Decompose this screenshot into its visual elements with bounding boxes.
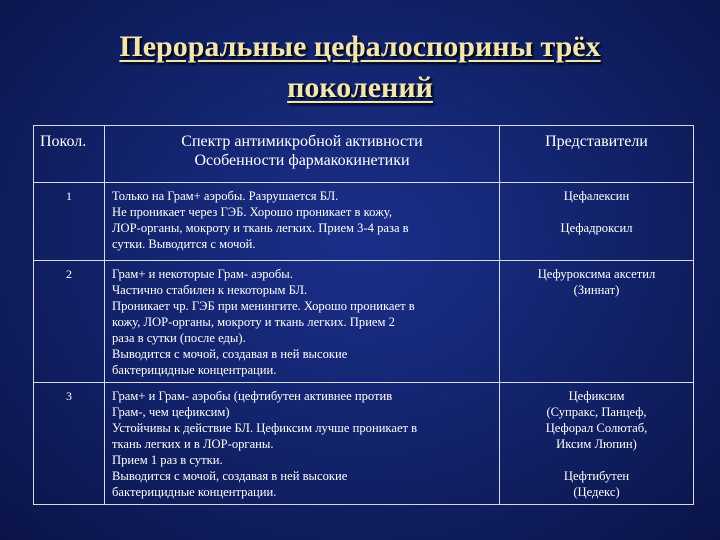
representative-name: Цефалексин [563, 189, 630, 203]
header-spectrum-line-2: Особенности фармакокинетики [194, 152, 410, 169]
representative-name: Цефиксим [568, 389, 625, 403]
description-line: раза в сутки (после еды). [112, 331, 246, 345]
representative-name: Цефорал Солютаб, [545, 421, 648, 435]
table-header-row [34, 126, 694, 183]
description-line: Грам-, чем цефиксим) [112, 405, 230, 419]
table-row [34, 183, 694, 261]
description-line: Прием 1 раз в сутки. [112, 453, 223, 467]
description-line: Только на Грам+ аэробы. Разрушается БЛ. [112, 189, 339, 203]
description-line: Грам+ и Грам- аэробы (цефтибутен активнее против [112, 389, 393, 403]
header-generation: Покол. [34, 126, 105, 183]
description-line: сутки. Выводится с мочой. [112, 237, 256, 251]
description-line: Не проникает через ГЭБ. Хорошо проникает в кожу, [112, 205, 392, 219]
description-line: Выводится с мочой, создавая в ней высокие [112, 347, 348, 361]
header-representatives: Представители [500, 126, 694, 183]
description-line: Устойчивы к действие БЛ. Цефиксим лучше проникает в [112, 421, 418, 435]
representative-name: (Зиннат) [573, 283, 620, 297]
representatives-cell [500, 183, 694, 261]
table-row [34, 261, 694, 383]
generation-cell: 2 [34, 261, 105, 383]
description-cell [105, 261, 500, 383]
representative-name: Цефадроксил [560, 221, 633, 235]
description-cell [105, 183, 500, 261]
slide-title-line-2: поколений [287, 71, 433, 104]
representatives-cell [500, 383, 694, 505]
slide-title [0, 26, 720, 108]
description-line: бактерицидные концентрации. [112, 485, 277, 499]
description-line: Грам+ и некоторые Грам- аэробы. [112, 267, 293, 281]
representative-name: Иксим Люпин) [556, 437, 637, 451]
representative-name: Цефтибутен [563, 469, 630, 483]
description-line: Проникает чр. ГЭБ при менингите. Хорошо проникает в [112, 299, 415, 313]
cephalosporins-table [33, 125, 694, 505]
generation-cell: 1 [34, 183, 105, 261]
generation-cell: 3 [34, 383, 105, 505]
slide-title-line-1: Пероральные цефалоспорины трёх [119, 30, 601, 63]
representative-name: Цефуроксима аксетил [537, 267, 656, 281]
description-line: бактерицидные концентрации. [112, 363, 277, 377]
description-line: Выводится с мочой, создавая в ней высокие [112, 469, 348, 483]
description-line: ЛОР-органы, мокроту и ткань легких. Прием 3-4 раза в [112, 221, 409, 235]
description-cell [105, 383, 500, 505]
representative-name: (Супракс, Панцеф, [546, 405, 647, 419]
representative-name: (Цедекс) [573, 485, 620, 499]
representatives-cell [500, 261, 694, 383]
header-spectrum [105, 126, 500, 183]
table-row [34, 383, 694, 505]
description-line: кожу, ЛОР-органы, мокроту и ткань легких. Прием 2 [112, 315, 395, 329]
header-spectrum-line-1: Спектр антимикробной активности [181, 133, 423, 150]
description-line: Частично стабилен к некоторым БЛ. [112, 283, 308, 297]
description-line: ткань легких и в ЛОР-органы. [112, 437, 274, 451]
